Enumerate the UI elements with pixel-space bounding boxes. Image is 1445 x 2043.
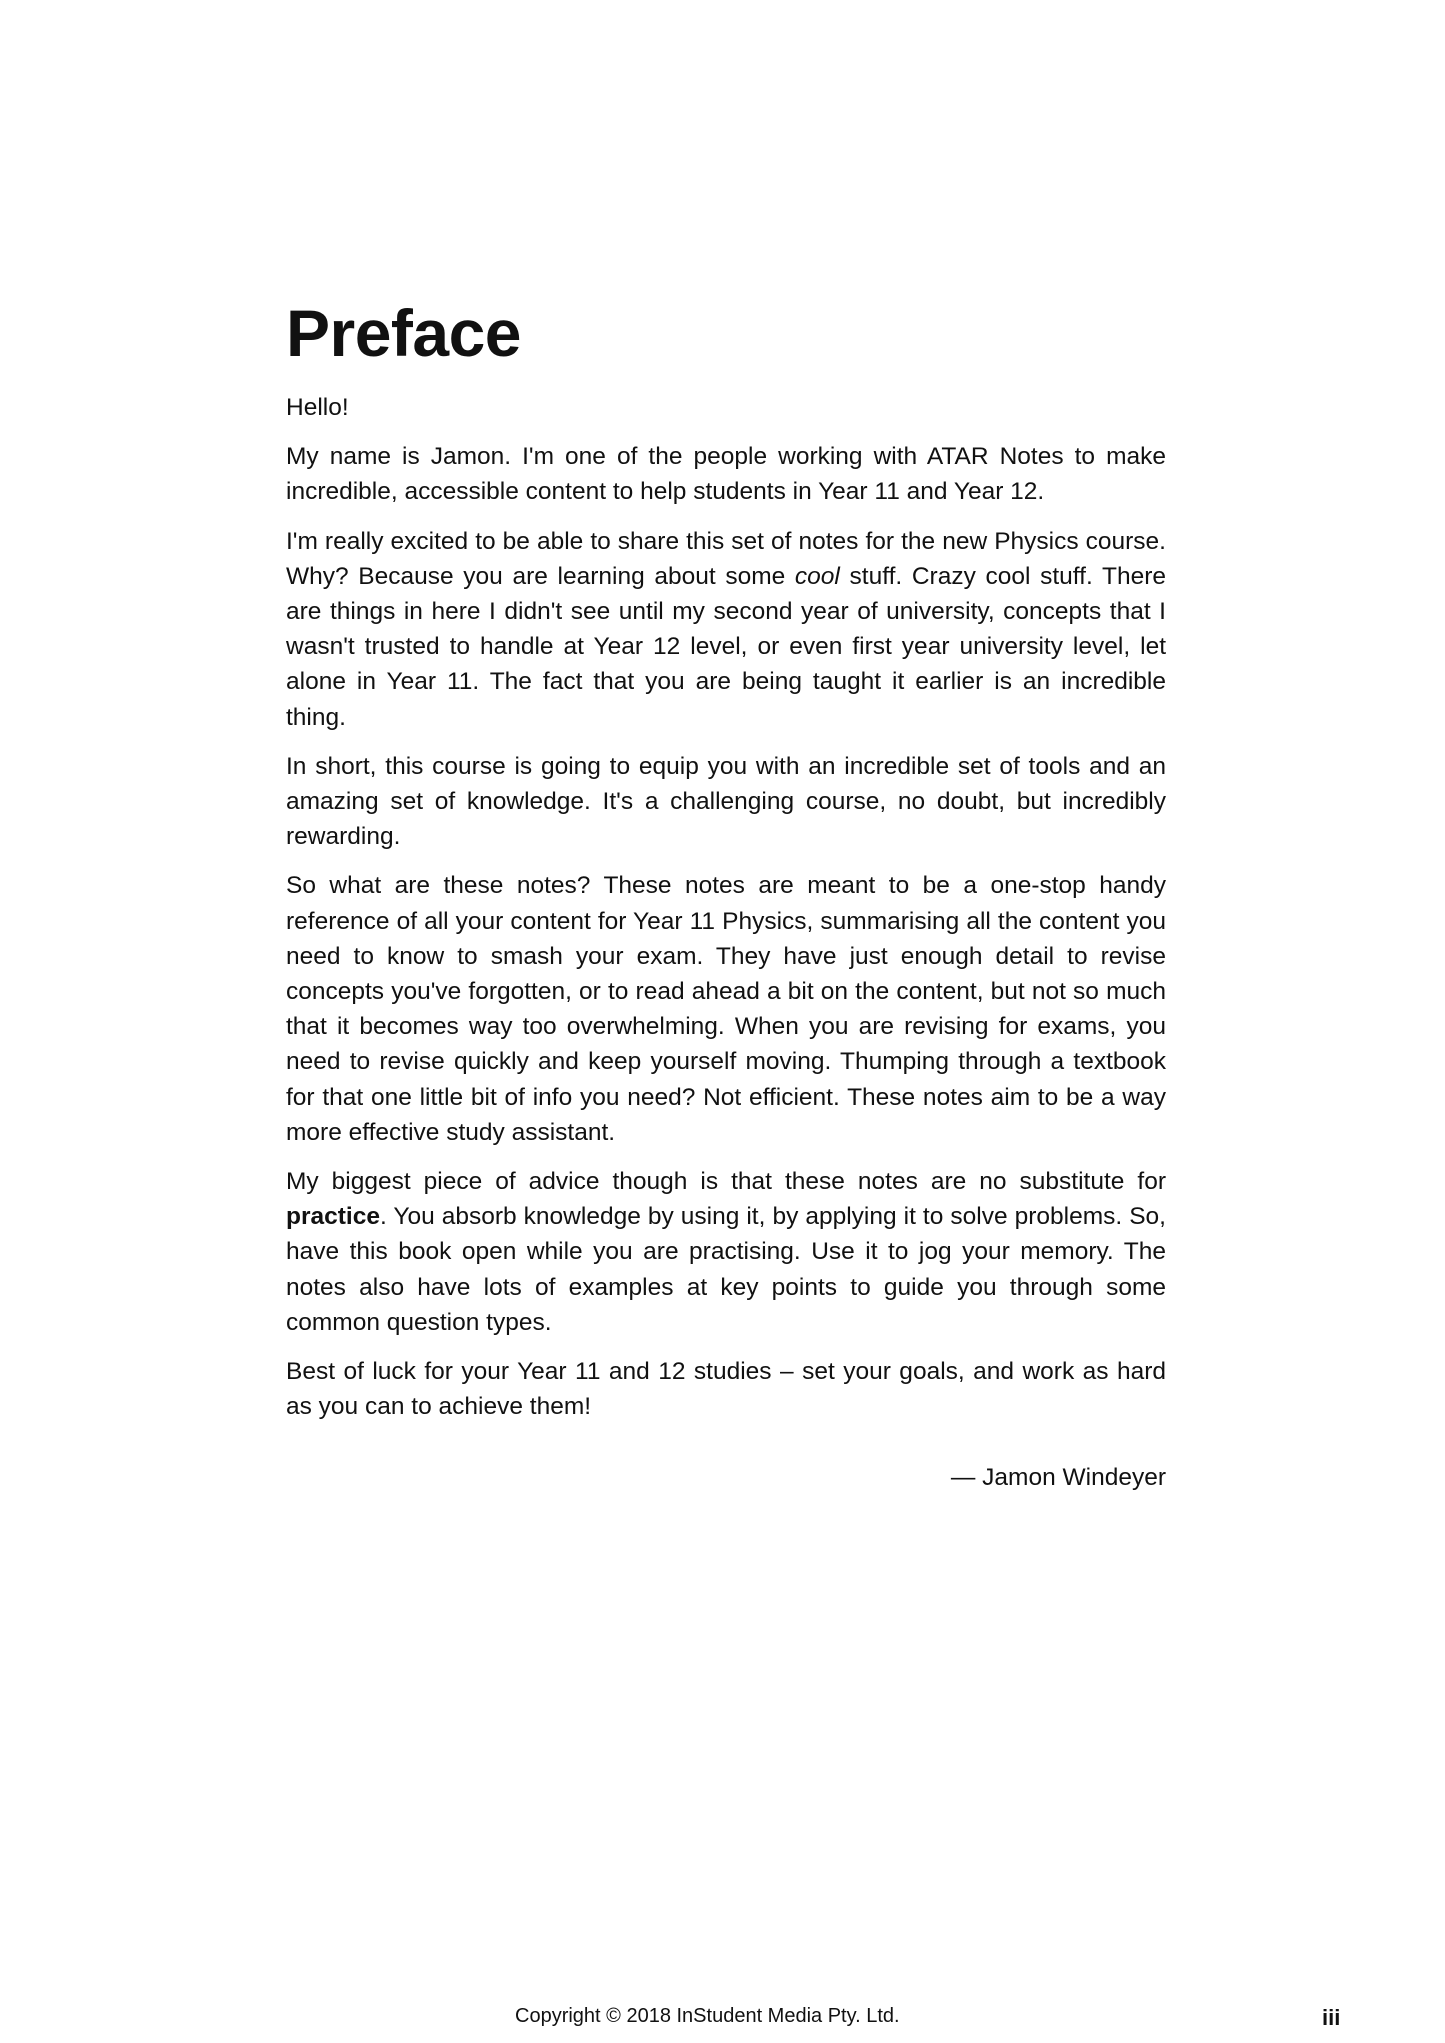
paragraph-text: stuff. Crazy cool stuff. There are things in here I didn't see until my second year of university, concepts that I wasn't trusted to handle at Year 12 level, or even first year university level, let alone in Year 11. The fact that you are being taught it earlier is an incredible thing. <box>286 562 1166 731</box>
page-number: iii <box>1322 2005 1341 2030</box>
bold-text: practice <box>286 1203 380 1231</box>
signature: — Jamon Windeyer <box>950 1464 1166 1492</box>
paragraph-advice <box>286 1164 1166 1340</box>
paragraph-excitement <box>286 524 1166 735</box>
page-title: Preface <box>286 296 522 370</box>
greeting: Hello! <box>286 394 349 421</box>
paragraph-closing: Best of luck for your Year 11 and 12 studies – set your goals, and work as hard as you can to achieve them! <box>286 1358 1166 1421</box>
paragraph-intro: My name is Jamon. I'm one of the people working with ATAR Notes to make incredible, accessible content to help students in Year 11 and Year 12. <box>286 443 1166 506</box>
emphasis-text: cool <box>794 562 840 590</box>
paragraph-text: I'm really excited to be able to share this set of notes for the new Physics course. Why? Because you are learning about some <box>286 527 1166 590</box>
paragraph-text: My biggest piece of advice though is that these notes are no substitute for <box>286 1168 1166 1196</box>
preface-content <box>286 296 1166 1496</box>
copyright-notice: Copyright © 2018 InStudent Media Pty. Ltd. <box>515 2005 900 2027</box>
paragraph-summary: In short, this course is going to equip you with an incredible set of tools and an amazing set of knowledge. It's a challenging course, no doubt, but incredibly rewarding. <box>286 752 1166 851</box>
paragraph-text: . You absorb knowledge by using it, by applying it to solve problems. So, have this book open while you are practising. Use it to jog your memory. The notes also have lots of examples at key points to guide you through some common question types. <box>286 1203 1166 1336</box>
paragraph-about-notes: So what are these notes? These notes are meant to be a one-stop handy reference of all your content for Year 11 Physics, summarising all the content you need to know to smash your exam. They have just enough detail to revise concepts you've forgotten, or to read ahead a bit on the content, but not so much that it becomes way too overwhelming. When you are revising for exams, you need to revise quickly and keep yourself moving. Thumping through a textbook for that one little bit of info you need? Not efficient. These notes aim to be a way more effective study assistant. <box>286 872 1166 1146</box>
